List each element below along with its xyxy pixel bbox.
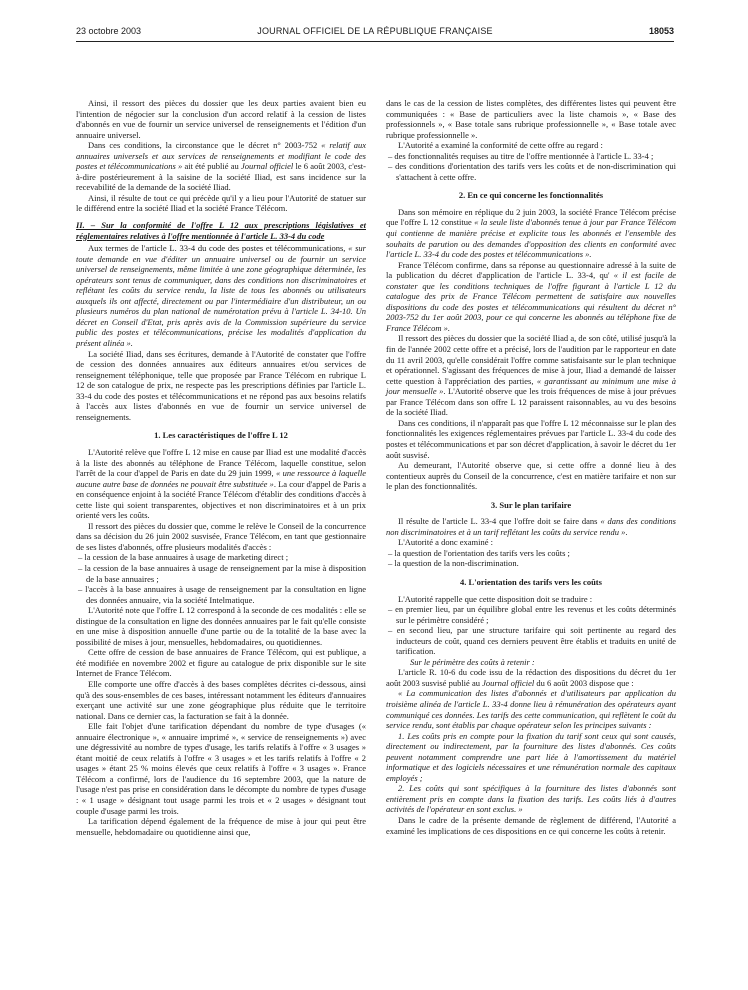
paragraph: Aux termes de l'article L. 33-4 du code des postes et télécommunications, « sur toute demande en vue d'éditer un annuaire universel ou de fournir un service universel de renseignements, même limitée à une zone géographique déterminée, les opérateurs sont tenus de communiquer, dans des conditions non discriminatoires et reflétant les coûts du service rendu, la liste de tous les abonnés ou utilisateurs auxquels ils ont affecté, directement ou par l'intermédiaire d'un distributeur, un ou plusieurs numéros du plan national de numérotation prévu à l'article L. 34-10. Un décret en Conseil d'Etat, pris après avis de la Commission supérieure du service public des postes et télécommunications, précise les modalités d'application du présent alinéa ». xyxy=(76,243,366,349)
paragraph: L'Autorité a donc examiné : xyxy=(398,537,493,548)
paragraph: Dans le cadre de la présente demande de règlement de différend, l'Autorité a examiné les implications de ces dispositions en ce qui concerne les coûts à retenir. xyxy=(386,815,676,836)
subsection-heading: 4. L'orientation des tarifs vers les coûts xyxy=(460,576,602,587)
paragraph: Dans ces conditions, la circonstance que le décret n° 2003-752 « relatif aux annuaires universels et aux services de renseignements et modifiant le code des postes et télécommunications » ait été publié au Journal officiel le 6 août 2003, c'est-à-dire postérieurement à la saisine de la société Iliad, est sans incidence sur la recevabilité de la demande de la société Iliad. xyxy=(76,140,366,193)
list xyxy=(386,604,676,657)
list-item: – en premier lieu, par un équilibre global entre les revenus et les coûts déterminés sur le périmètre considéré ; xyxy=(388,604,676,625)
list xyxy=(386,548,676,569)
list-item: – la question de la non-discrimination. xyxy=(388,558,519,569)
quote-paragraph: 1. Les coûts pris en compte pour la fixation du tarif sont ceux qui sont causés, directement ou indirectement, par la fourniture des listes d'abonnés. Ces coûts peuvent notamment comprendre une part liée à l'amortissement du matériel informatique et des logiciels nécessaires et une rémunération normale des capitaux employés ; xyxy=(386,730,676,783)
paragraph: L'article R. 10-6 du code issu de la rédaction des dispositions du décret du 1er août 2003 susvisé publié au Journal officiel du 6 août 2003 dispose que : xyxy=(386,667,676,688)
list xyxy=(386,151,676,183)
paragraph: La tarification dépend également de la fréquence de mise à jour qui peut être mensuelle, hebdomadaire ou quotidienne ainsi que, xyxy=(76,816,366,837)
paragraph: France Télécom confirme, dans sa réponse au questionnaire adressé à la suite de la publication du décret d'application de l'article L. 33-4, qu' « il est facile de constater que les conditions techniques de l'offre figurant à l'article L 12 du catalogue des prix de France Télécom permettent de satisfaire aux nouvelles dispositions du code des postes et télécommunications qui résultent du décret n° 2003-752 du 1er août 2003, pour ce qui concerne les abonnés au téléphone fixe de France Télécom ». xyxy=(386,259,676,333)
paragraph: Au demeurant, l'Autorité observe que, si cette offre a donné lieu à des contentieux auprès du Conseil de la concurrence, c'est en matière tarifaire et non sur le plan des fonctionnalités. xyxy=(386,460,676,492)
paragraph: Il ressort des pièces du dossier que la société Iliad a, de son côté, utilisé jusqu'à la fin de l'année 2002 cette offre et a précisé, lors de l'audition par le rapporteur en date du 11 avril 2003, qu'elle considérait l'offre comme satisfaisante sur le plan technique et opérationnel. S'agissant des fréquences de mise à jour, Iliad a demandé de laisser cette question à l'appréciation des parties, « garantissant au minimum une mise à jour mensuelle ». L'Autorité observe que les trois fréquences de mise à jour prévues par France Télécom dans son offre L 12 paraissent raisonnables, au vu des besoins de la société Iliad. xyxy=(386,333,676,418)
paragraph: La société Iliad, dans ses écritures, demande à l'Autorité de constater que l'offre de cession des données annuaires aux éditeurs annuaires et/ou services de renseignement téléphonique, telle que proposée par France Télécom en rubrique L 12 de son catalogue de prix, ne respecte pas les prescriptions définies par l'article L. 33-4 du code des postes et télécommunications et ne répond pas aux besoins relatifs à l'accès aux listes d'abonnés en vue de fournir un service universel de renseignements. xyxy=(76,348,366,422)
subsection-heading: 2. En ce qui concerne les fonctionnalités xyxy=(458,190,604,201)
page-header xyxy=(76,26,674,40)
paragraph: Elle fait l'objet d'une tarification dépendant du nombre de type d'usages (« annuaire électronique », « annuaire imprimé », « service de renseignements ») avec une dégressivité au nombre de types d'usage, les tarifs relatifs à l'offre « 3 usages » étant moitié de ceux relatifs à l'offre « 3 usages » et les tarifs relatifs à l'offre « 2 usages » étant 25 % moins élevés que ceux relatifs à l'offre « 3 usages ». France Télécom a confirmé, lors de l'audience du 16 septembre 2003, que la nature de l'usage n'est pas prise en considération dans le décompte du nombre de types d'usage : « 1 usage » désignant tout usage parmi les trois et « 2 usages » désignant tout couple d'usage parmi les trois. xyxy=(76,721,366,816)
list-item: – en second lieu, par une structure tarifaire qui soit pertinente au regard des inducteurs de coût, quand ces derniers peuvent être établis et traduits en unité de tarification. xyxy=(388,625,676,657)
right-column xyxy=(386,98,676,836)
quote-paragraph: 2. Les coûts qui sont spécifiques à la fourniture des listes d'abonnés sont entièrement pris en compte dans la fixation des tarifs. Les coûts liés à d'autres activités de l'opérateur en sont exclus. » xyxy=(386,783,676,815)
quote-paragraph: « La communication des listes d'abonnés et d'utilisateurs par application du troisième alinéa de l'article L. 33-4 donne lieu à rémunération des opérateurs ayant communiqué ces données. Les tarifs des cette communication, qui reflètent le coût du service rendu, sont établis par chaque opérateur selon les principes suivants : xyxy=(386,688,676,731)
paragraph: Il ressort des pièces du dossier que, comme le relève le Conseil de la concurrence dans sa décision du 26 juin 2002 susvisée, France Télécom, en tant que gestionnaire de ses listes d'abonnés, offre plusieurs modalités d'accès : xyxy=(76,520,366,552)
paragraph: Dans ces conditions, il n'apparaît pas que l'offre L 12 méconnaisse sur le plan des fonctionnalités les exigences réglementaires prévues par l'article L. 33-4 du code des postes et télécommunications et par son décret d'application, à savoir le décret du 1er août susvisé. xyxy=(386,417,676,460)
paragraph: L'Autorité a examiné la conformité de cette offre au regard : xyxy=(398,140,603,151)
list-item: – la question de l'orientation des tarifs vers les coûts ; xyxy=(388,547,570,558)
header-date: 23 octobre 2003 xyxy=(76,26,142,36)
paragraph: Dans son mémoire en réplique du 2 juin 2003, la société France Télécom précise que l'offre L 12 constitue « la seule liste d'abonnés tenue à jour par France Télécom qui contienne de manière précise et explicite tous les abonnés et l'ensemble des souhaits de parution ou des demandes d'opposition des clients en conformité avec l'article L. 33-4 du code des postes et télécommunications ». xyxy=(386,206,676,260)
paragraph: Ainsi, il résulte de tout ce qui précède qu'il y a lieu pour l'Autorité de statuer sur le différend entre la société Iliad et la société France Télécom. xyxy=(76,192,366,214)
header-rule xyxy=(76,41,674,42)
list-item: – la cession de la base annuaires à usage de marketing direct ; xyxy=(78,552,289,563)
paragraph: L'Autorité note que l'offre L 12 correspond à la seconde de ces modalités : elle se distingue de la consultation en ligne des données annuaires par le fait qu'elle consiste en une mise à disposition annuelle d'une partie ou de la totalité de la base avec la possibilité de mises à jour, mensuelles, hebdomadaires, ou quotidiennes. xyxy=(76,605,366,647)
paragraph: L'Autorité relève que l'offre L 12 mise en cause par Iliad est une modalité d'accès à la liste des abonnés au téléphone de France Télécom, laquelle constitue, selon l'arrêt de la cour d'appel de Paris en date du 29 juin 1999, « une ressource à laquelle aucune autre base de données ne pouvait être substituée ». La cour d'appel de Paris a en conséquence enjoint à la société France Télécom d'établir des conditions d'accès à cette liste qui soient transparentes, objectives et non discriminatoires et à un prix orienté vers les coûts. xyxy=(76,446,366,521)
paragraph: dans le cas de la cession de listes complètes, des différentes listes qui peuvent être communiquées : « Base de particuliers avec la liste chamois », « Base des professionnels », « Base totale sans rubrique professionnelle », « Base totale avec rubrique professionnelle ». xyxy=(386,98,676,140)
section-heading: II. – Sur la conformité de l'offre L 12 aux prescriptions législatives et réglementaires relatives à l'offre mentionnée à l'article L. 33-4 du code xyxy=(76,220,366,241)
paragraph: L'Autorité rappelle que cette disposition doit se traduire : xyxy=(398,593,593,604)
subheading-italic: Sur le périmètre des coûts à retenir : xyxy=(410,656,535,667)
header-title: JOURNAL OFFICIEL DE LA RÉPUBLIQUE FRANÇAISE xyxy=(257,26,493,36)
header-page-number: 18053 xyxy=(648,26,674,36)
subsection-heading: 1. Les caractéristiques de l'offre L 12 xyxy=(154,430,288,441)
paragraph: Cette offre de cession de base annuaires de France Télécom, qui est publique, a été modifiée en novembre 2002 et figure au catalogue de prix disponible sur le site Internet de France Télécom. xyxy=(76,647,366,679)
left-column xyxy=(76,98,366,837)
list-item: – l'accès à la base annuaires à usage de renseignement par la consultation en ligne des données annuaire, via la société Intelmatique. xyxy=(78,584,366,605)
paragraph: Ainsi, il ressort des pièces du dossier que les deux parties avaient bien eu l'intention de négocier sur la conclusion d'un accord relatif à la cession de listes d'abonnés en vue de fournir un service universel de renseignements et l'édition d'un annuaire universel. xyxy=(76,98,366,140)
list-item: – la cession de la base annuaires à usage de renseignement par la mise à disposition de la base annuaires ; xyxy=(78,562,366,584)
list-item: – des fonctionnalités requises au titre de l'offre mentionnée à l'article L. 33-4 ; xyxy=(388,150,654,161)
list-item: – des conditions d'orientation des tarifs vers les coûts et de non-discrimination qui s'attachent à cette offre. xyxy=(388,161,676,182)
subsection-heading: 3. Sur le plan tarifaire xyxy=(490,499,572,510)
paragraph: Il résulte de l'article L. 33-4 que l'offre doit se faire dans « dans des conditions non discriminatoires et à un tarif reflétant les coûts du service rendu ». xyxy=(386,516,676,537)
list xyxy=(76,552,366,605)
paragraph: Elle comporte une offre d'accès à des bases complètes décrites ci-dessous, ainsi qu'à des sous-ensembles de ces bases, intéressant notamment les éditeurs d'annuaires exerçant une activité sur une zone géographique plus réduite que le territoire national. Dans ce dernier cas, la facturation se fait à la donnée. xyxy=(76,678,366,721)
